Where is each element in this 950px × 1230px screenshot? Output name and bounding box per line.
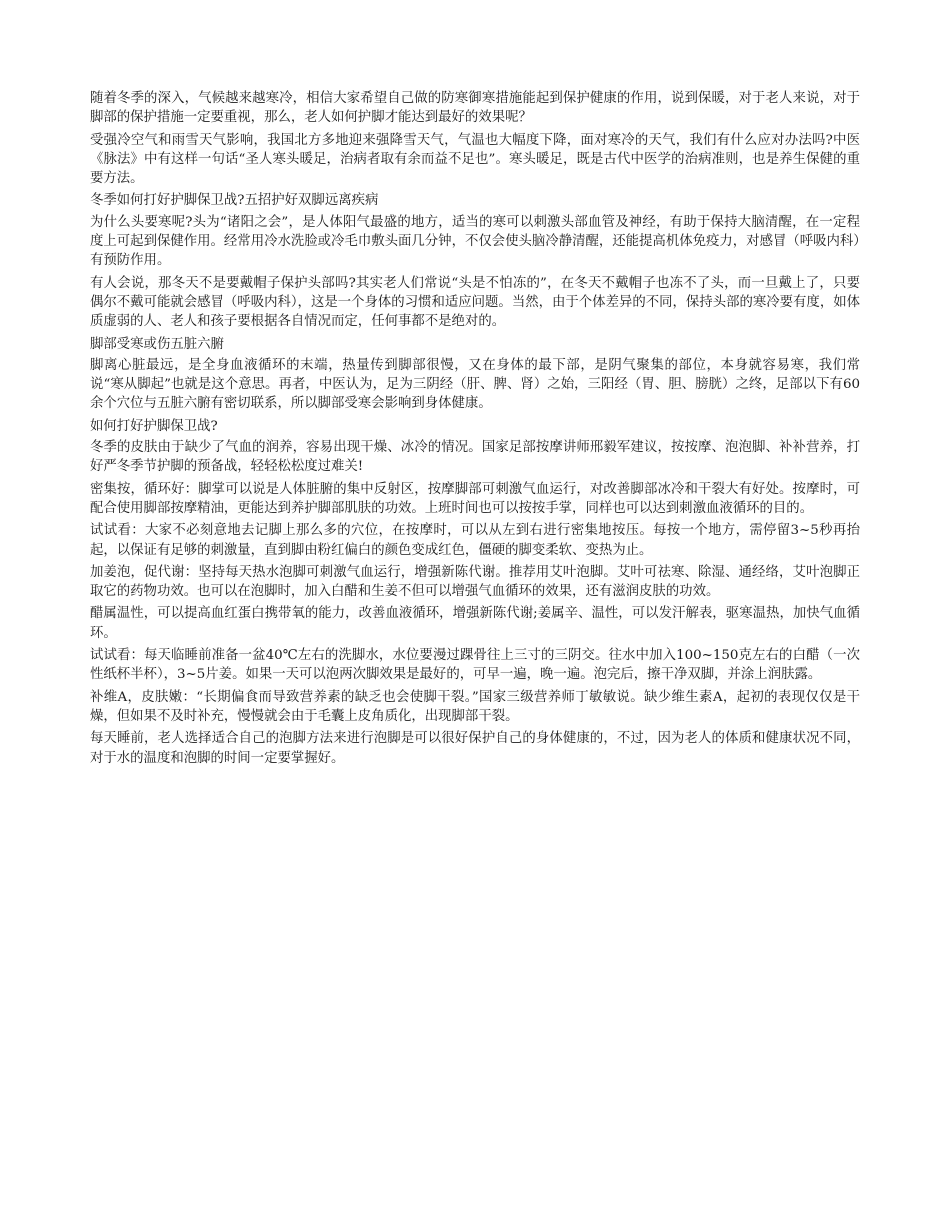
closing-paragraph: 每天睡前，老人选择适合自己的泡脚方法来进行泡脚是可以很好保护自己的身体健康的，不过，因为老人的体质和健康状况不同，对于水的温度和泡脚的时间一定要掌握好。: [90, 731, 860, 766]
head-cold-paragraph: 为什么头要寒呢?头为“诸阳之会”，是人体阳气最盛的地方，适当的寒可以刺激头部血管及神经，有助于保持大脑清醒，在一定程度上可起到保健作用。经常用冷水洗脸或冷毛巾敷头面几分钟，不仅会使头脑冷静清醒，还能提高机体免疫力，对感冒（呼吸内科）有预防作用。: [90, 214, 860, 269]
section-heading-foot-cold: 脚部受寒或伤五脏六腑: [90, 336, 224, 352]
vinegar-paragraph: 醋属温性，可以提高血红蛋白携带氧的能力，改善血液循环，增强新陈代谢;姜属辛、温性，可以发汗解表，驱寒温热，加快气血循环。: [90, 606, 860, 641]
foot-circulation-paragraph: 脚离心脏最远，是全身血液循环的末端，热量传到脚部很慢，又在身体的最下部，是阴气聚集的部位，本身就容易寒，我们常说“寒从脚起”也就是这个意思。再者，中医认为，足为三阴经（肝、脾、肾）之始，三阳经（胃、胆、膀胱）之终，足部以下有60余个穴位与五脏六腑有密切联系，所以脚部受寒会影响到身体健康。: [90, 357, 860, 412]
hat-paragraph: 有人会说，那冬天不是要戴帽子保护头部吗?其实老人们常说“头是不怕冻的”，在冬天不戴帽子也冻不了头，而一旦戴上了，只要偶尔不戴可能就会感冒（呼吸内科），这是一个身体的习惯和适应问题。当然，由于个体差异的不同，保持头部的寒冷要有度，如体质虚弱的人、老人和孩子要根据各自情况而定，任何事都不是绝对的。: [90, 275, 860, 330]
massage-tryit-paragraph: 试试看：大家不必刻意地去记脚上那么多的穴位，在按摩时，可以从左到右进行密集地按压。每按一个地方，需停留3~5秒再抬起，以保证有足够的刺激量，直到脚由粉红偏白的颜色变成红色，僵硬的脚变柔软、变热为止。: [90, 523, 860, 558]
intro-paragraph: 随着冬季的深入，气候越来越寒冷，相信大家希望自己做的防寒御寒措施能起到保护健康的作用，说到保暖，对于老人来说，对于脚部的保护措施一定要重视，那么，老人如何护脚才能达到最好的效果呢？: [90, 91, 860, 126]
vitamin-a-paragraph: 补维A，皮肤嫩：“长期偏食而导致营养素的缺乏也会使脚干裂。”国家三级营养师丁敏敏说。缺少维生素A，起初的表现仅仅是干燥，但如果不及时补充，慢慢就会由于毛囊上皮角质化，出现脚部干裂。: [90, 689, 860, 724]
section-heading-how-to: 如何打好护脚保卫战?: [90, 418, 218, 434]
section-heading-five-tips: 冬季如何打好护脚保卫战?五招护好双脚远离疾病: [90, 193, 379, 209]
document-body: [90, 89, 860, 771]
winter-skin-paragraph: 冬季的皮肤由于缺少了气血的润养，容易出现干燥、冰冷的情况。国家足部按摩讲师邢毅军建议，按按摩、泡泡脚、补补营养，打好严冬季节护脚的预备战，轻轻松松度过难关!: [90, 440, 860, 475]
weather-paragraph: 受强冷空气和雨雪天气影响，我国北方多地迎来强降雪天气，气温也大幅度下降，面对寒冷的天气，我们有什么应对办法吗?中医《脉法》中有这样一句话“圣人寒头暖足，治病者取有余而益不足也”。寒头暖足，既是古代中医学的治病准则，也是养生保健的重要方法。: [90, 132, 860, 187]
massage-paragraph: 密集按，循环好：脚掌可以说是人体脏腑的集中反射区，按摩脚部可刺激气血运行，对改善脚部冰冷和干裂大有好处。按摩时，可配合使用脚部按摩精油，更能达到养护脚部肌肤的功效。上班时间也可以按按手掌，同样也可以达到刺激血液循环的目的。: [90, 481, 860, 516]
ginger-soak-paragraph: 加姜泡，促代谢：坚持每天热水泡脚可刺激气血运行，增强新陈代谢。推荐用艾叶泡脚。艾叶可祛寒、除湿、通经络，艾叶泡脚正取它的药物功效。也可以在泡脚时，加入白醋和生姜不但可以增强气血循环的效果，还有滋润皮肤的功效。: [90, 564, 860, 600]
soak-tryit-paragraph: 试试看：每天临睡前准备一盆40℃左右的洗脚水，水位要漫过踝骨往上三寸的三阴交。往水中加入100~150克左右的白醋（一次性纸杯半杯），3~5片姜。如果一天可以泡两次脚效果是最好的，可早一遍，晚一遍。泡完后，擦干净双脚，并涂上润肤露。: [90, 648, 860, 683]
